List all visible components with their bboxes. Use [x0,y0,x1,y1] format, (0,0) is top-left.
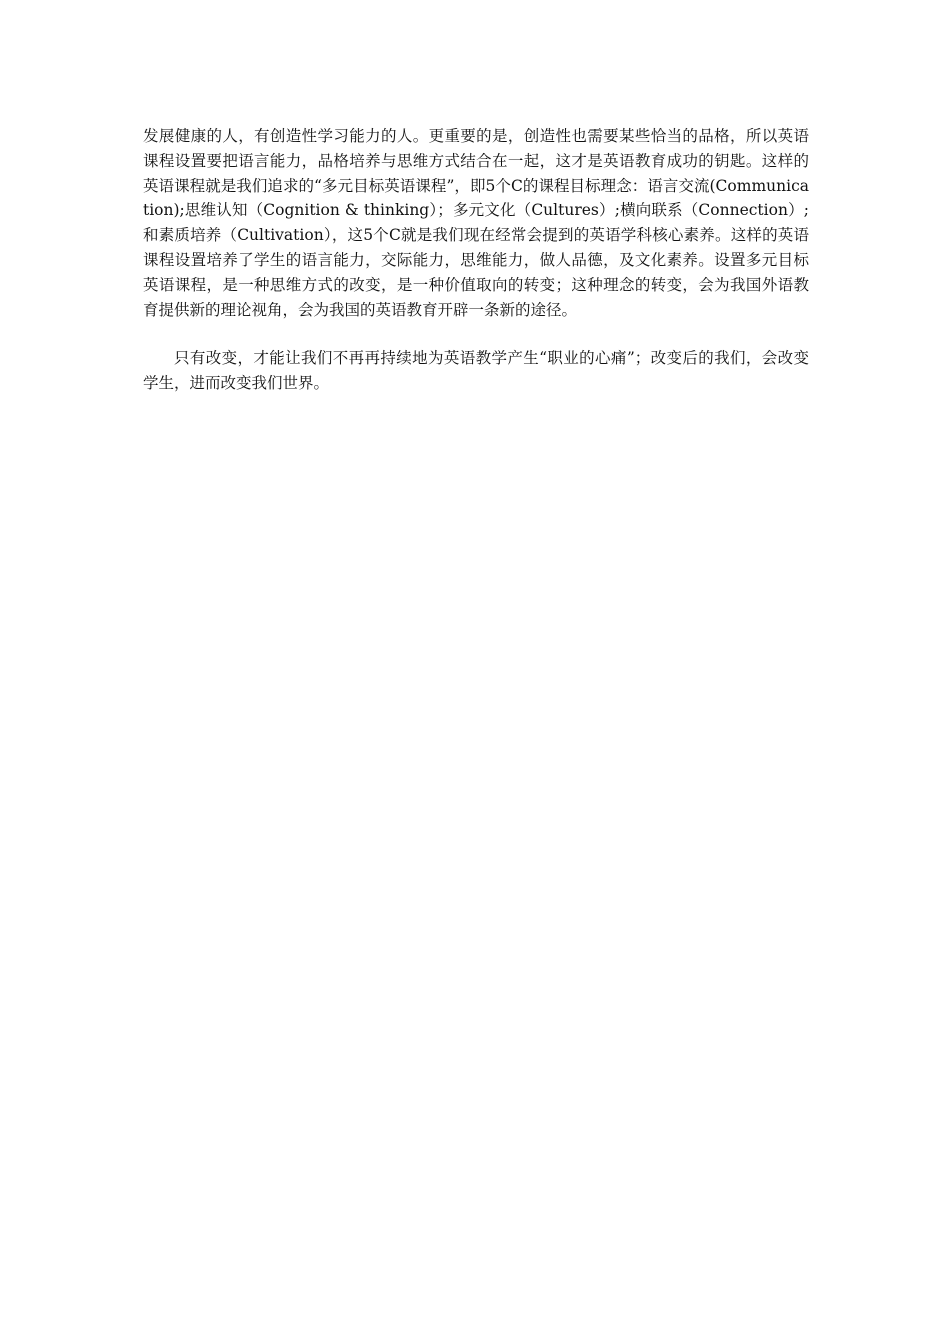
paragraph-conclusion: 只有改变，才能让我们不再再持续地为英语教学产生“职业的心痛”；改变后的我们，会改变学生，进而改变我们世界。 [143,349,809,393]
document-body [143,124,809,396]
paragraph-english-curriculum: 发展健康的人，有创造性学习能力的人。更重要的是，创造性也需要某些恰当的品格，所以英语课程设置要把语言能力，品格培养与思维方式结合在一起，这才是英语教育成功的钥匙。这样的英语课程就是我们追求的“多元目标英语课程”，即5个C的课程目标理念：语言交流(Communication);思维认知（Cognition & thinking）；多元文化（Cultures）;横向联系（Connection）;和素质培养（Cultivation），这5个C就是我们现在经常会提到的英语学科核心素养。这样的英语课程设置培养了学生的语言能力，交际能力，思维能力，做人品德，及文化素养。设置多元目标英语课程，是一种思维方式的改变，是一种价值取向的转变；这种理念的转变，会为我国外语教育提供新的理论视角，会为我国的英语教育开辟一条新的途径。 [143,127,809,319]
